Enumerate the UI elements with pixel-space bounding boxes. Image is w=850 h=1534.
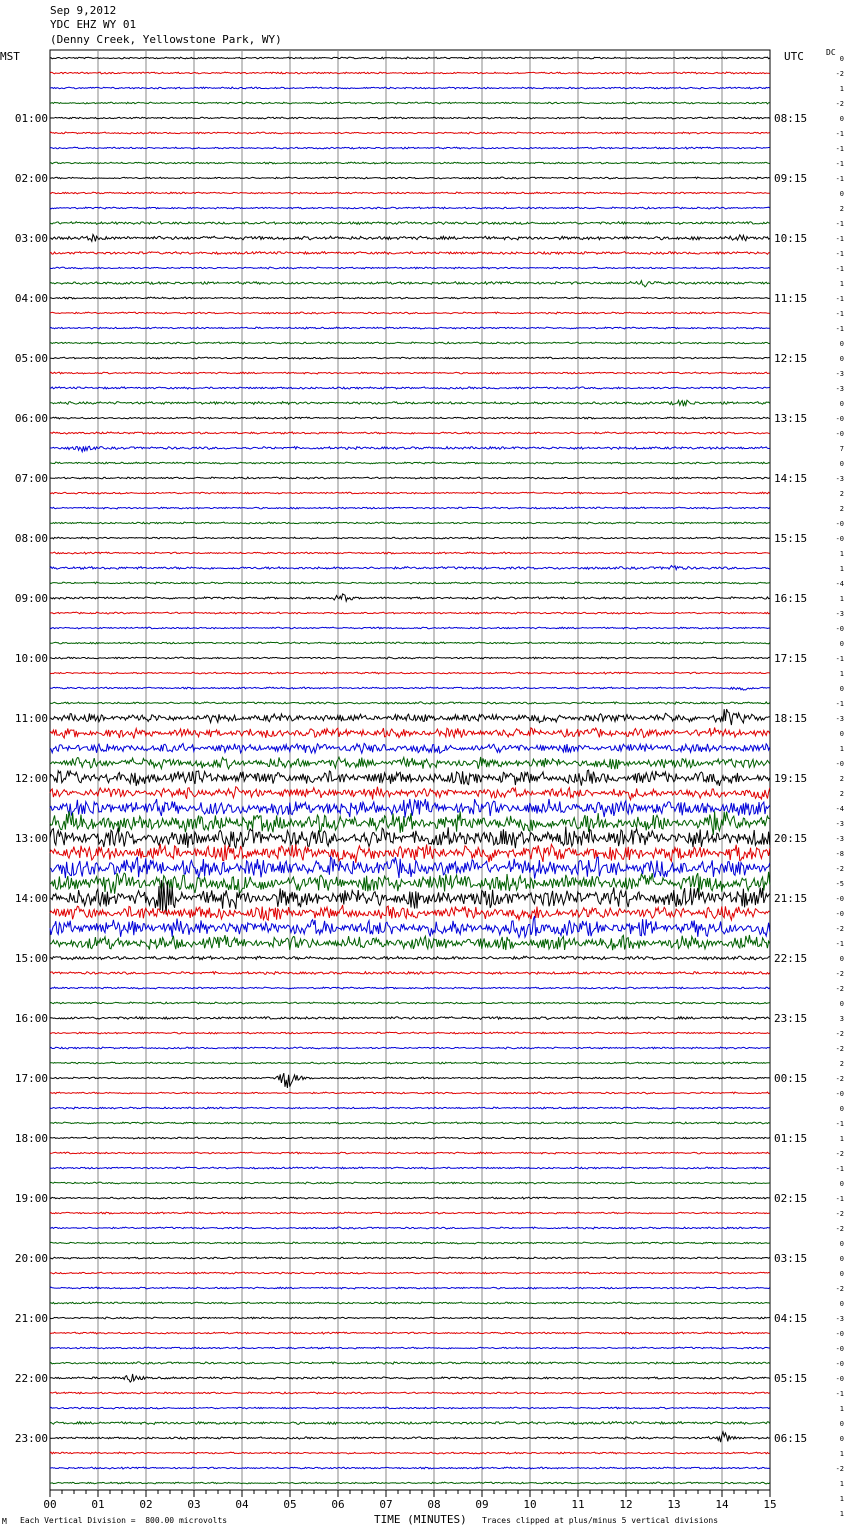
x-tick-label: 07 — [379, 1498, 393, 1511]
left-hour-label: 07:00 — [14, 472, 48, 485]
trace-line — [50, 1422, 770, 1425]
trace-line — [50, 235, 770, 242]
x-axis-title: TIME (MINUTES) — [374, 1513, 467, 1526]
dc-offset-value: 0 — [839, 55, 844, 63]
trace-line — [50, 1257, 770, 1259]
dc-offset-value: 0 — [839, 355, 844, 363]
dc-offset-value: -2 — [835, 1030, 844, 1038]
right-hour-label: 13:15 — [774, 412, 808, 425]
trace-line — [50, 1152, 770, 1154]
dc-offset-value: -1 — [835, 175, 844, 183]
trace-line — [50, 522, 770, 524]
dc-offset-value: -1 — [835, 1195, 844, 1203]
trace-line — [50, 657, 770, 659]
dc-offset-value: -1 — [835, 1390, 844, 1398]
trace-line — [50, 566, 770, 570]
trace-line — [50, 956, 770, 960]
trace-line — [50, 1137, 770, 1139]
dc-offset-value: -1 — [835, 295, 844, 303]
x-tick-label: 14 — [715, 1498, 729, 1511]
vertical-scale-note: Each Vertical Division = 800.00 microvolts — [20, 1516, 228, 1525]
trace-line — [50, 507, 770, 509]
dc-offset-value: -0 — [835, 520, 844, 528]
trace-line — [50, 387, 770, 389]
dc-offset-value: 2 — [839, 205, 844, 213]
dc-offset-value: -2 — [835, 70, 844, 78]
trace-line — [50, 102, 770, 104]
right-timezone-label: UTC — [784, 50, 804, 63]
dc-offset-value: -2 — [835, 1210, 844, 1218]
trace-line — [50, 1452, 770, 1454]
dc-offset-value: 1 — [839, 1510, 844, 1518]
left-hour-label: 09:00 — [14, 592, 48, 605]
dc-offset-value: -5 — [835, 880, 844, 888]
trace-line — [50, 1467, 770, 1469]
trace-line — [50, 987, 770, 989]
trace-line — [50, 552, 770, 554]
dc-offset-value: 1 — [839, 85, 844, 93]
dc-offset-value: -3 — [835, 370, 844, 378]
dc-offset-value: 0 — [839, 685, 844, 693]
trace-line — [50, 252, 770, 255]
trace-line — [50, 207, 770, 209]
trace-line — [50, 1374, 770, 1382]
trace-line — [50, 492, 770, 494]
dc-offset-value: 0 — [839, 1255, 844, 1263]
right-hour-label: 02:15 — [774, 1192, 808, 1205]
x-tick-label: 04 — [235, 1498, 249, 1511]
dc-offset-value: -0 — [835, 895, 844, 903]
right-hour-label: 11:15 — [774, 292, 808, 305]
dc-offset-value: -2 — [835, 1150, 844, 1158]
trace-line — [50, 709, 770, 725]
station-location: (Denny Creek, Yellowstone Park, WY) — [50, 33, 282, 46]
trace-line — [50, 312, 770, 314]
dc-offset-value: -3 — [835, 715, 844, 723]
dc-offset-value: -1 — [835, 940, 844, 948]
right-hour-label: 03:15 — [774, 1252, 808, 1265]
trace-line — [50, 372, 770, 374]
left-hour-label: 15:00 — [14, 952, 48, 965]
trace-line — [50, 642, 770, 644]
dc-offset-value: 0 — [839, 730, 844, 738]
dc-offset-value: 0 — [839, 1240, 844, 1248]
trace-line — [50, 972, 770, 975]
trace-line — [50, 162, 770, 164]
dc-offset-value: 0 — [839, 1180, 844, 1188]
dc-offset-value: -0 — [835, 625, 844, 633]
right-hour-label: 00:15 — [774, 1072, 808, 1085]
x-tick-label: 05 — [283, 1498, 297, 1511]
trace-line — [50, 1347, 770, 1349]
dc-offset-value: 0 — [839, 1270, 844, 1278]
dc-offset-value: -0 — [835, 1360, 844, 1368]
trace-line — [50, 728, 770, 739]
right-hour-label: 19:15 — [774, 772, 808, 785]
trace-line — [50, 462, 770, 464]
trace-line — [50, 1392, 770, 1394]
x-tick-label: 11 — [571, 1498, 585, 1511]
x-tick-label: 00 — [43, 1498, 57, 1511]
trace-line — [50, 1017, 770, 1020]
left-hour-label: 08:00 — [14, 532, 48, 545]
trace-line — [50, 844, 770, 863]
dc-offset-value: -4 — [835, 580, 844, 588]
dc-offset-value: -2 — [835, 985, 844, 993]
trace-line — [50, 594, 770, 601]
right-hour-label: 14:15 — [774, 472, 808, 485]
left-hour-label: 22:00 — [14, 1372, 48, 1385]
right-hour-label: 05:15 — [774, 1372, 808, 1385]
dc-offset-value: -3 — [835, 385, 844, 393]
left-hour-label: 03:00 — [14, 232, 48, 245]
left-hour-label: 21:00 — [14, 1312, 48, 1325]
trace-line — [50, 297, 770, 299]
trace-line — [50, 267, 770, 269]
right-hour-label: 15:15 — [774, 532, 808, 545]
trace-line — [50, 87, 770, 89]
dc-offset-value: -3 — [835, 835, 844, 843]
trace-line — [50, 1073, 770, 1088]
trace-line — [50, 1107, 770, 1109]
trace-line — [50, 935, 770, 950]
right-hour-label: 17:15 — [774, 652, 808, 665]
trace-line — [50, 147, 770, 149]
dc-offset-value: 0 — [839, 1000, 844, 1008]
dc-offset-value: -1 — [835, 160, 844, 168]
dc-offset-value: 1 — [839, 1450, 844, 1458]
dc-offset-value: -2 — [835, 865, 844, 873]
trace-line — [50, 281, 770, 287]
dc-offset-value: -1 — [835, 1165, 844, 1173]
right-hour-label: 20:15 — [774, 832, 808, 845]
left-hour-label: 18:00 — [14, 1132, 48, 1145]
trace-line — [50, 743, 770, 753]
trace-line — [50, 1317, 770, 1319]
trace-line — [50, 192, 770, 194]
trace-line — [50, 1432, 770, 1442]
dc-offset-value: -2 — [835, 970, 844, 978]
trace-line — [50, 687, 770, 690]
dc-offset-header: DC — [826, 48, 836, 57]
x-tick-label: 15 — [763, 1498, 777, 1511]
left-hour-label: 13:00 — [14, 832, 48, 845]
trace-line — [50, 702, 770, 704]
trace-line — [50, 1302, 770, 1304]
dc-offset-value: -2 — [835, 1225, 844, 1233]
trace-line — [50, 400, 770, 406]
dc-offset-value: 0 — [839, 400, 844, 408]
dc-offset-value: 1 — [839, 565, 844, 573]
x-tick-label: 12 — [619, 1498, 633, 1511]
plot-date: Sep 9,2012 — [50, 4, 117, 17]
dc-offset-value: -1 — [835, 310, 844, 318]
left-hour-label: 01:00 — [14, 112, 48, 125]
dc-offset-value: 2 — [839, 1060, 844, 1068]
right-hour-label: 18:15 — [774, 712, 808, 725]
dc-offset-value: -2 — [835, 1465, 844, 1473]
trace-line — [50, 117, 770, 119]
trace-line — [50, 327, 770, 329]
left-hour-label: 17:00 — [14, 1072, 48, 1085]
dc-offset-value: -0 — [835, 760, 844, 768]
dc-offset-value: 0 — [839, 955, 844, 963]
dc-offset-value: -4 — [835, 805, 844, 813]
dc-offset-value: 0 — [839, 115, 844, 123]
dc-offset-value: -0 — [835, 415, 844, 423]
trace-line — [50, 72, 770, 74]
trace-line — [50, 787, 770, 800]
dc-offset-value: 0 — [839, 1420, 844, 1428]
trace-line — [50, 1362, 770, 1364]
dc-offset-value: -2 — [835, 1045, 844, 1053]
trace-line — [50, 872, 770, 894]
dc-offset-value: 7 — [839, 445, 844, 453]
dc-offset-value: -1 — [835, 265, 844, 273]
x-tick-label: 09 — [475, 1498, 489, 1511]
dc-offset-value: 1 — [839, 1135, 844, 1143]
dc-offset-value: 1 — [839, 745, 844, 753]
footer-mark: M — [2, 1517, 7, 1526]
right-hour-label: 06:15 — [774, 1432, 808, 1445]
trace-line — [50, 432, 770, 434]
dc-offset-value: 1 — [839, 670, 844, 678]
trace-line — [50, 1212, 770, 1214]
trace-line — [50, 446, 770, 452]
dc-offset-value: 0 — [839, 340, 844, 348]
left-hour-label: 11:00 — [14, 712, 48, 725]
trace-line — [50, 1092, 770, 1094]
dc-offset-value: -1 — [835, 655, 844, 663]
right-hour-label: 16:15 — [774, 592, 808, 605]
trace-line — [50, 1242, 770, 1244]
trace-line — [50, 222, 770, 225]
trace-line — [50, 342, 770, 344]
x-tick-label: 13 — [667, 1498, 681, 1511]
left-hour-label: 20:00 — [14, 1252, 48, 1265]
dc-offset-value: 0 — [839, 1435, 844, 1443]
dc-offset-value: -2 — [835, 1075, 844, 1083]
dc-offset-value: -0 — [835, 1330, 844, 1338]
trace-line — [50, 612, 770, 614]
right-hour-label: 12:15 — [774, 352, 808, 365]
station-code: YDC EHZ WY 01 — [50, 18, 137, 31]
dc-offset-value: -0 — [835, 1345, 844, 1353]
dc-offset-value: -1 — [835, 700, 844, 708]
dc-offset-value: -2 — [835, 1285, 844, 1293]
dc-offset-value: -0 — [835, 1090, 844, 1098]
left-hour-label: 04:00 — [14, 292, 48, 305]
left-hour-label: 19:00 — [14, 1192, 48, 1205]
left-hour-label: 06:00 — [14, 412, 48, 425]
trace-line — [50, 1227, 770, 1229]
left-hour-label: 05:00 — [14, 352, 48, 365]
dc-offset-value: 1 — [839, 1480, 844, 1488]
left-hour-label: 14:00 — [14, 892, 48, 905]
trace-line — [50, 1332, 770, 1334]
x-tick-label: 10 — [523, 1498, 537, 1511]
trace-line — [50, 757, 770, 769]
left-timezone-label: MST — [0, 50, 20, 63]
dc-offset-value: 2 — [839, 790, 844, 798]
trace-line — [50, 905, 770, 920]
dc-offset-value: 1 — [839, 550, 844, 558]
trace-line — [50, 1002, 770, 1004]
trace-line — [50, 537, 770, 539]
dc-offset-value: -1 — [835, 145, 844, 153]
dc-offset-value: -0 — [835, 430, 844, 438]
trace-line — [50, 1122, 770, 1124]
right-hour-label: 08:15 — [774, 112, 808, 125]
x-tick-label: 06 — [331, 1498, 345, 1511]
right-hour-label: 23:15 — [774, 1012, 808, 1025]
dc-offset-value: -2 — [835, 925, 844, 933]
trace-line — [50, 357, 770, 359]
trace-line — [50, 672, 770, 674]
trace-line — [50, 1047, 770, 1049]
dc-offset-value: -1 — [835, 1120, 844, 1128]
dc-offset-value: 2 — [839, 505, 844, 513]
clip-note: Traces clipped at plus/minus 5 vertical divisions — [482, 1516, 719, 1525]
dc-offset-value: -3 — [835, 475, 844, 483]
dc-offset-value: -2 — [835, 100, 844, 108]
dc-offset-value: -1 — [835, 235, 844, 243]
trace-line — [50, 827, 770, 849]
dc-offset-value: 0 — [839, 1105, 844, 1113]
trace-line — [50, 477, 770, 479]
right-hour-label: 10:15 — [774, 232, 808, 245]
trace-line — [50, 1167, 770, 1169]
x-tick-label: 02 — [139, 1498, 153, 1511]
dc-offset-value: -3 — [835, 610, 844, 618]
dc-offset-value: -1 — [835, 250, 844, 258]
left-hour-label: 02:00 — [14, 172, 48, 185]
dc-offset-value: -0 — [835, 535, 844, 543]
dc-offset-value: -1 — [835, 220, 844, 228]
x-tick-label: 03 — [187, 1498, 201, 1511]
dc-offset-value: -3 — [835, 1315, 844, 1323]
dc-offset-value: 1 — [839, 1495, 844, 1503]
trace-line — [50, 799, 770, 818]
trace-line — [50, 627, 770, 629]
dc-offset-value: 1 — [839, 1405, 844, 1413]
trace-line — [50, 857, 770, 879]
dc-offset-value: 0 — [839, 1300, 844, 1308]
dc-offset-value: -1 — [835, 130, 844, 138]
left-hour-label: 10:00 — [14, 652, 48, 665]
dc-offset-value: 0 — [839, 190, 844, 198]
trace-line — [50, 1182, 770, 1184]
dc-offset-value: 0 — [839, 460, 844, 468]
dc-offset-value: -0 — [835, 910, 844, 918]
dc-offset-value: -1 — [835, 325, 844, 333]
right-hour-label: 21:15 — [774, 892, 808, 905]
left-hour-label: 16:00 — [14, 1012, 48, 1025]
dc-offset-value: 1 — [839, 280, 844, 288]
dc-offset-value: 3 — [839, 1015, 844, 1023]
left-hour-label: 12:00 — [14, 772, 48, 785]
trace-line — [50, 1062, 770, 1064]
trace-line — [50, 177, 770, 179]
trace-line — [50, 417, 770, 419]
trace-line — [50, 770, 770, 786]
trace-line — [50, 916, 770, 938]
x-tick-label: 01 — [91, 1498, 105, 1511]
right-hour-label: 09:15 — [774, 172, 808, 185]
trace-line — [50, 1272, 770, 1274]
trace-line — [50, 57, 770, 59]
dc-offset-value: 2 — [839, 775, 844, 783]
x-tick-label: 08 — [427, 1498, 441, 1511]
dc-offset-value: 0 — [839, 640, 844, 648]
left-hour-label: 23:00 — [14, 1432, 48, 1445]
right-hour-label: 22:15 — [774, 952, 808, 965]
trace-line — [50, 1032, 770, 1034]
dc-offset-value: -3 — [835, 820, 844, 828]
dc-offset-value: -8 — [835, 850, 844, 858]
trace-line — [50, 1407, 770, 1409]
trace-line — [50, 1482, 770, 1484]
trace-line — [50, 582, 770, 584]
trace-line — [50, 132, 770, 134]
right-hour-label: 04:15 — [774, 1312, 808, 1325]
trace-line — [50, 1197, 770, 1199]
dc-offset-value: 2 — [839, 490, 844, 498]
trace-line — [50, 1287, 770, 1289]
dc-offset-value: -0 — [835, 1375, 844, 1383]
dc-offset-value: 1 — [839, 595, 844, 603]
right-hour-label: 01:15 — [774, 1132, 808, 1145]
